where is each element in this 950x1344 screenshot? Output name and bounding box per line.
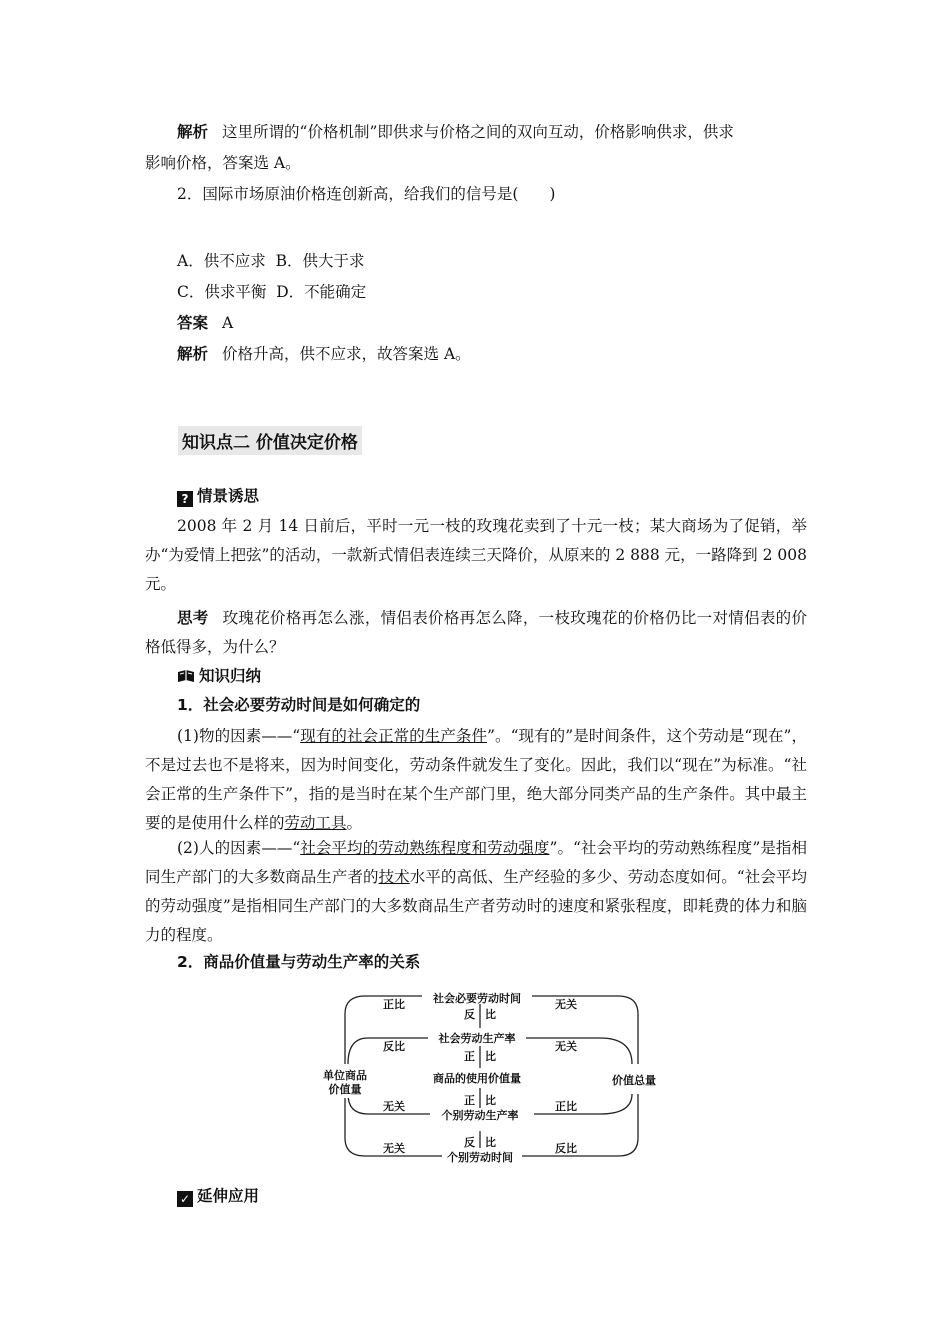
- analysis-label: 解析: [177, 123, 209, 141]
- answer-line: [177, 309, 807, 338]
- diagram-rel3: 正: [464, 1094, 475, 1107]
- diagram-mid2: 个别劳动生产率: [441, 1109, 519, 1122]
- analysis-2: [177, 340, 807, 369]
- answer-label: 答案: [177, 314, 209, 332]
- analysis-1-text: 这里所谓的“价格机制”即供求与价格之间的双向互动，价格影响供求，供求: [222, 123, 734, 141]
- p1-part-c: 。: [346, 814, 363, 832]
- diagram-l-wuguan-1: 无关: [383, 1100, 405, 1113]
- diagram-bottom: 个别劳动时间: [447, 1151, 513, 1164]
- p2-part-b: ”。“社会平均的劳动熟练程度”是指相同生产部门的大多数商品生产者的: [145, 839, 807, 886]
- scenario-title: 情景诱思: [197, 487, 260, 505]
- p2-part-c: 水平的高低、生产经验的多少、劳动态度如何。“社会平均的劳动强度”是指相同生产部门的大多数商品生产者劳动时的速度和紧张程度，即耗费的体力和脑力的程度。: [145, 868, 807, 944]
- p2-underline-2: 技术: [378, 868, 410, 886]
- scenario-text: 2008 年 2 月 14 日前后，平时一元一枝的玫瑰花卖到了十元一枝；某大商场为了促销，举办“为爱情上把弦”的活动，一款新式情侣表连续三天降价，从原来的 2 888 元，一路降到 2 008 元。: [145, 517, 807, 593]
- p2-part-a: (2)人的因素——“: [177, 839, 301, 857]
- option-b: B．供大于求: [275, 252, 365, 270]
- diagram-rel1: 反: [464, 1008, 475, 1021]
- p1-part-b: ”。“现有的”是时间条件，这个劳动是“现在”，不是过去也不是将来，因为时间变化，劳动条件就发生了变化。因此，我们以“现在”为标准。“社会正常的生产条件下”，指的是当时在某个生产部门里，绝大部分同类产品的生产条件。其中最主要的是使用什么样的: [145, 727, 807, 832]
- diagram-rel4b: 比: [485, 1136, 496, 1149]
- p1-underline-2: 劳动工具: [284, 814, 347, 832]
- diagram-right: 价值总量: [612, 1074, 656, 1087]
- diagram-r-fanbi: 反比: [555, 1142, 577, 1155]
- thinking-paragraph: [145, 604, 807, 662]
- diagram-center: 商品的使用价值量: [433, 1072, 521, 1085]
- diagram-l-fanbi: 反比: [383, 1040, 405, 1053]
- value-productivity-diagram: [310, 988, 656, 1164]
- option-a: A．供不应求: [177, 252, 266, 270]
- extension-title: 延伸应用: [197, 1187, 260, 1205]
- diagram-left-1: 单位商品: [323, 1069, 367, 1082]
- extension-heading: [177, 1184, 259, 1208]
- diagram-mid1: 社会劳动生产率: [438, 1032, 516, 1045]
- diagram-rel3b: 比: [485, 1094, 496, 1107]
- p2-underline-1: 社会平均的劳动熟练程度和劳动强度: [300, 839, 550, 857]
- diagram-r-wuguan-2: 无关: [555, 1040, 577, 1053]
- paragraph-2: [145, 834, 807, 950]
- diagram-r-zhengbi: 正比: [555, 1100, 577, 1113]
- analysis-1-line1: [177, 118, 807, 147]
- p1-underline-1: 现有的社会正常的生产条件: [300, 727, 488, 745]
- thinking-text: 玫瑰花价格再怎么涨，情侣表价格再怎么降，一枝玫瑰花的价格仍比一对情侣表的价格低得多，为什么？: [145, 609, 807, 656]
- analysis-label-2: 解析: [177, 345, 209, 363]
- diagram-rel2b: 比: [485, 1050, 496, 1063]
- options-cd: [177, 278, 807, 307]
- analysis-2-text: 价格升高，供不应求，故答案选 A。: [222, 345, 471, 363]
- diagram-top: 社会必要劳动时间: [433, 992, 521, 1005]
- diagram-rel2: 正: [464, 1050, 475, 1063]
- checkmark-icon: ✓: [177, 1191, 193, 1207]
- diagram-l-wuguan-2: 无关: [383, 1142, 405, 1155]
- option-d: D．不能确定: [276, 283, 367, 301]
- knowledge-heading: [177, 664, 261, 690]
- heading-1: 1．社会必要劳动时间是如何确定的: [177, 696, 421, 714]
- diagram-l-zhengbi: 正比: [383, 998, 405, 1011]
- question-mark-icon: ?: [177, 491, 193, 507]
- answer-value: A: [222, 314, 234, 332]
- scenario-heading: [177, 484, 259, 508]
- analysis-1-line2: 影响价格，答案选 A。: [145, 154, 301, 172]
- thinking-label: 思考: [177, 609, 209, 627]
- diagram-left-2: 价值量: [328, 1083, 362, 1096]
- diagram-r-wuguan-1: 无关: [555, 998, 577, 1011]
- diagram-rel4: 反: [464, 1136, 475, 1149]
- section-title: 知识点二 价值决定价格: [178, 426, 362, 455]
- book-icon: [177, 666, 195, 690]
- diagram-rel1b: 比: [485, 1008, 496, 1021]
- question-2: 2．国际市场原油价格连创新高，给我们的信号是( ): [177, 185, 556, 203]
- paragraph-1: [145, 722, 807, 838]
- heading-2: 2．商品价值量与劳动生产率的关系: [177, 953, 421, 971]
- option-c: C．供求平衡: [177, 283, 267, 301]
- options-ab: [177, 247, 807, 276]
- knowledge-title: 知识归纳: [199, 667, 262, 685]
- p1-part-a: (1)物的因素——“: [177, 727, 301, 745]
